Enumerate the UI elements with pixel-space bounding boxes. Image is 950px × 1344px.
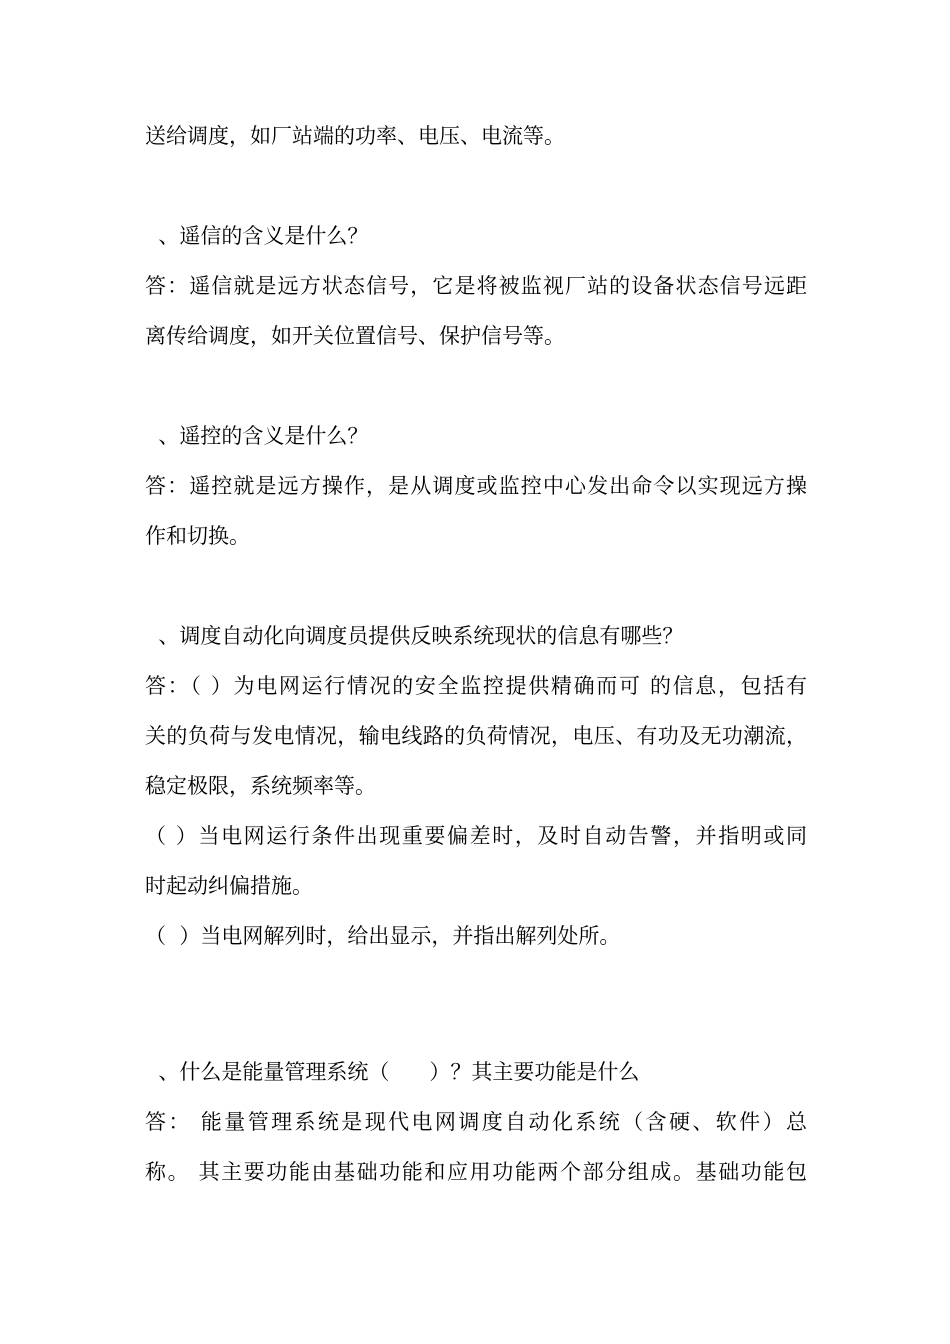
answer-dispatch-info-line-6: （ ）当电网解列时，给出显示，并指出解列处所。 xyxy=(145,924,621,948)
answer-telecontrol-line-1: 答：遥控就是远方操作，是从调度或监控中心发出命令以实现远方操 xyxy=(145,474,807,498)
answer-continuation-line: 送给调度，如厂站端的功率、电压、电流等。 xyxy=(145,124,565,148)
answer-dispatch-info-line-1: 答：（ ）为电网运行情况的安全监控提供精确而可 的信息，包括有 xyxy=(145,674,807,698)
question-ems: 、什么是能量管理系统（ ）？其主要功能是什么 xyxy=(145,1060,640,1084)
answer-dispatch-info-line-4: （ ）当电网运行条件出现重要偏差时，及时自动告警，并指明或同 xyxy=(145,824,807,848)
answer-dispatch-info-line-5: 时起动纠偏措施。 xyxy=(145,874,313,898)
answer-telecontrol-line-2: 作和切换。 xyxy=(145,524,250,548)
question-telesignal: 、遥信的含义是什么？ xyxy=(145,224,369,248)
answer-telesignal-line-1: 答：遥信就是远方状态信号，它是将被监视厂站的设备状态信号远距 xyxy=(145,274,807,298)
question-dispatch-info: 、调度自动化向调度员提供反映系统现状的信息有哪些？ xyxy=(145,624,684,648)
answer-ems-line-2: 称。 其主要功能由基础功能和应用功能两个部分组成。基础功能包 xyxy=(145,1160,807,1184)
answer-telesignal-line-2: 离传给调度，如开关位置信号、保护信号等。 xyxy=(145,324,565,348)
answer-dispatch-info-line-3: 稳定极限，系统频率等。 xyxy=(145,774,376,798)
answer-dispatch-info-line-2: 关的负荷与发电情况，输电线路的负荷情况，电压、有功及无功潮流， xyxy=(145,724,807,748)
answer-ems-line-1: 答： 能量管理系统是现代电网调度自动化系统（含硬、软件）总 xyxy=(145,1110,807,1134)
question-telecontrol: 、遥控的含义是什么？ xyxy=(145,424,369,448)
